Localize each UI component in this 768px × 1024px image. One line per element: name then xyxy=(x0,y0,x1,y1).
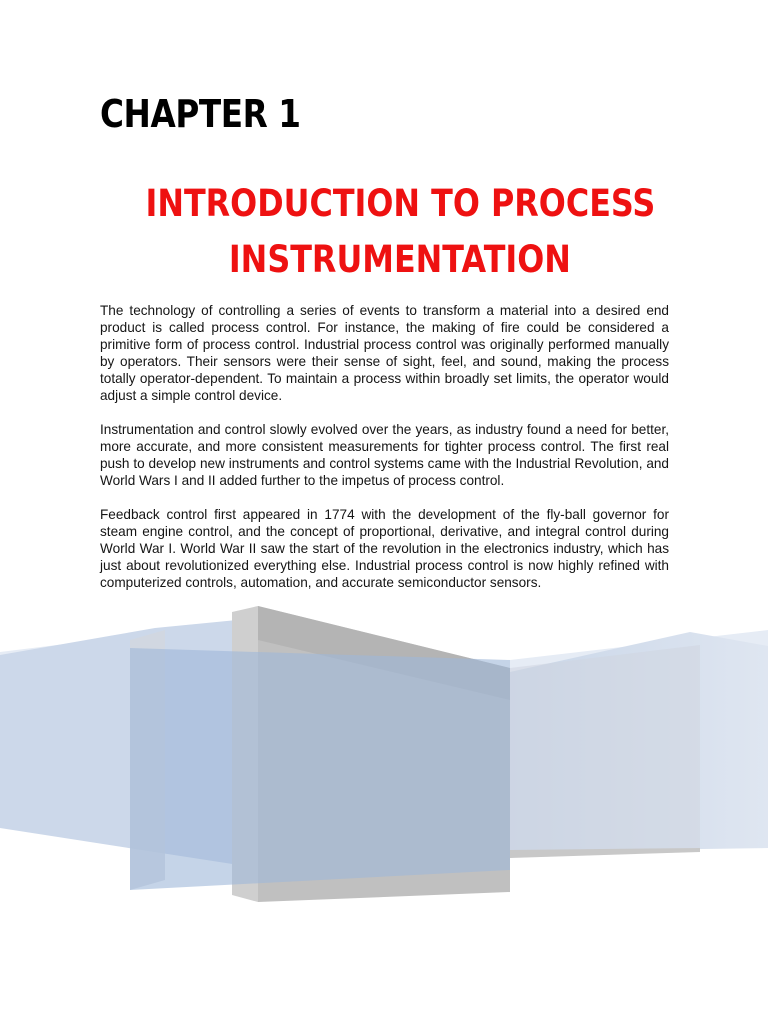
chapter-title-line-1: INTRODUCTION TO PROCESS xyxy=(145,182,655,225)
paragraph-3: Feedback control first appeared in 1774 with the development of the fly-ball governor for steam engine control, and the concept of proportional, derivative, and integral control during World War I. World War II saw the start of the revolution in the electronics industry, which has just about revolutionized everything else. Industrial process control is now highly refined with computerized controls, automation, and accurate semiconductor sensors. xyxy=(100,507,669,590)
chapter-title-line-2: INSTRUMENTATION xyxy=(228,238,572,281)
blue-overlay xyxy=(130,648,510,890)
body-text xyxy=(100,302,669,608)
gray-strip-right xyxy=(510,645,700,856)
paragraph-1: The technology of controlling a series of events to transform a material into a desired end product is called process control. For instance, the making of fire could be considered a primitive form of process control. Industrial process control was originally performed manually by operators. Their sensors were their sense of sight, feel, and sound, making the process totally operator-dependent. To maintain a process within broadly set limits, the operator would adjust a simple control device. xyxy=(100,303,669,403)
paragraph-2: Instrumentation and control slowly evolved over the years, as industry found a need for better, more accurate, and more consistent measurements for tighter process control. The first real push to develop new instruments and control systems came with the Industrial Revolution, and World Wars I and II added further to the impetus of process control. xyxy=(100,422,669,488)
chapter-label: CHAPTER 1 xyxy=(100,92,301,136)
